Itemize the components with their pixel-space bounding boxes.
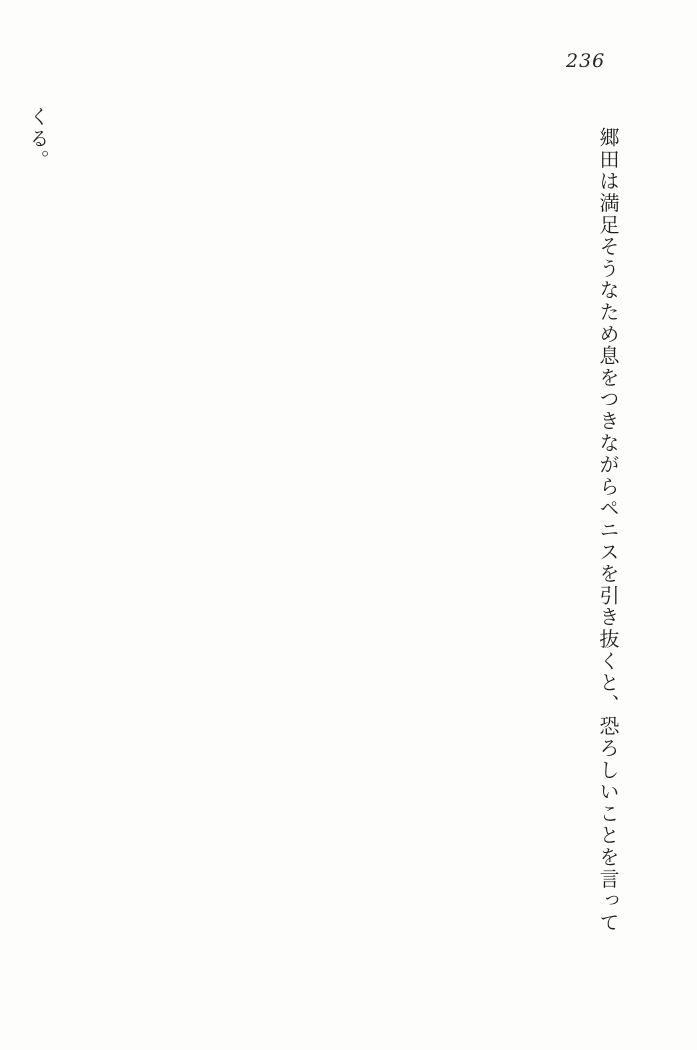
page-number: 236 [566, 50, 606, 72]
text-line [0, 106, 55, 948]
text-segment: 郷田は満足そうなため息をつきながらペニスを引き抜くと、恐ろしいことを言って [596, 127, 620, 934]
text-segment: くる。 [26, 106, 50, 172]
text-line [55, 106, 625, 948]
body-text [26, 106, 625, 948]
